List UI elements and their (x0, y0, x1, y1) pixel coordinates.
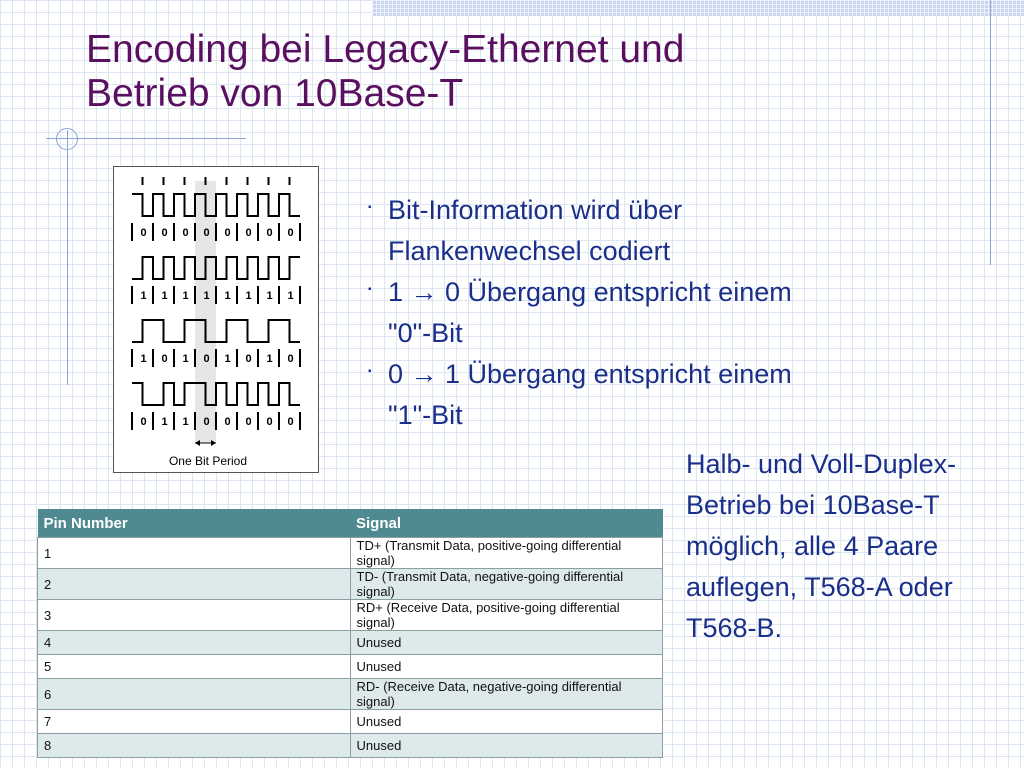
signal-cell: RD+ (Receive Data, positive-going differential signal) (350, 600, 663, 631)
column-header-pin: Pin Number (38, 509, 351, 538)
bit-label: 0 (182, 227, 189, 239)
bit-label: 0 (245, 416, 252, 428)
bit-label: 0 (140, 416, 147, 428)
bit-label: 1 (203, 290, 210, 302)
manchester-encoding-figure (113, 166, 319, 473)
bit-label: 0 (140, 227, 147, 239)
table-row (38, 734, 663, 758)
bullet-text: 1 → 0 Übergang entspricht einem "0"-Bit (388, 277, 792, 348)
bit-label: 0 (245, 353, 252, 365)
pin-cell: 2 (38, 569, 351, 600)
decorative-line-right (990, 0, 991, 265)
bit-label: 0 (266, 227, 273, 239)
bullet-text: Bit-Information wird über Flankenwechsel codiert (388, 195, 683, 266)
bit-label: 0 (245, 227, 252, 239)
bit-label: 0 (203, 227, 210, 239)
bit-label: 1 (161, 416, 168, 428)
bit-label: 1 (140, 353, 147, 365)
pin-table (37, 509, 663, 758)
pin-cell: 3 (38, 600, 351, 631)
table-row (38, 710, 663, 734)
signal-waveform (132, 383, 300, 405)
decorative-line-left (67, 130, 68, 385)
pin-cell: 1 (38, 538, 351, 569)
bit-label: 1 (182, 290, 189, 302)
bit-label: 1 (266, 290, 273, 302)
encoding-diagram (114, 167, 318, 472)
table-row (38, 655, 663, 679)
bit-label: 0 (266, 416, 273, 428)
bullet-marker: ▪ (368, 202, 372, 213)
slide-title-line-1: Encoding bei Legacy-Ethernet und (86, 28, 685, 71)
bullet-text: 0 → 1 Übergang entspricht einem "1"-Bit (388, 359, 792, 430)
signal-cell: Unused (350, 710, 663, 734)
duplex-note: Halb- und Voll-Duplex-Betrieb bei 10Base-T möglich, alle 4 Paare auflegen, T568-A oder T568-B. (686, 449, 957, 643)
pin-cell: 6 (38, 679, 351, 710)
signal-cell: Unused (350, 734, 663, 758)
table-row (38, 600, 663, 631)
figure-caption: One Bit Period (168, 454, 248, 468)
bit-label: 1 (224, 290, 231, 302)
bullet-marker: ▪ (368, 284, 372, 295)
table-row (38, 538, 663, 569)
bit-label: 1 (140, 290, 147, 302)
table-header-row (38, 509, 663, 538)
signal-waveform (132, 194, 300, 216)
bit-label: 0 (224, 227, 231, 239)
pin-cell: 4 (38, 631, 351, 655)
bit-label: 1 (266, 353, 273, 365)
signal-cell: Unused (350, 655, 663, 679)
bullet-item (368, 190, 828, 272)
bit-label: 0 (287, 353, 294, 365)
bit-label: 1 (245, 290, 252, 302)
signal-cell: TD+ (Transmit Data, positive-going differential signal) (350, 538, 663, 569)
bit-label: 0 (161, 353, 168, 365)
bullet-list (368, 190, 828, 436)
bit-label: 0 (203, 353, 210, 365)
table-row (38, 569, 663, 600)
bullet-item (368, 354, 828, 436)
pin-assignment-table (37, 509, 663, 758)
bit-label: 1 (161, 290, 168, 302)
bullet-marker: ▪ (368, 366, 372, 377)
slide-title (86, 28, 684, 116)
pin-cell: 7 (38, 710, 351, 734)
column-header-signal: Signal (350, 509, 663, 538)
signal-cell: Unused (350, 631, 663, 655)
bit-label: 1 (224, 353, 231, 365)
top-decorative-band (372, 0, 1024, 16)
bit-label: 0 (203, 416, 210, 428)
bit-label: 1 (182, 416, 189, 428)
signal-waveform (132, 257, 300, 279)
bit-label: 0 (161, 227, 168, 239)
bullet-item (368, 272, 828, 354)
table-row (38, 679, 663, 710)
table-row (38, 631, 663, 655)
pin-cell: 8 (38, 734, 351, 758)
signal-cell: TD- (Transmit Data, negative-going differential signal) (350, 569, 663, 600)
slide-title-line-2: Betrieb von 10Base-T (86, 72, 464, 115)
bit-label: 1 (182, 353, 189, 365)
signal-cell: RD- (Receive Data, negative-going differential signal) (350, 679, 663, 710)
bit-label: 0 (287, 227, 294, 239)
bit-label: 1 (287, 290, 294, 302)
bit-label: 0 (287, 416, 294, 428)
bit-label: 0 (224, 416, 231, 428)
pin-cell: 5 (38, 655, 351, 679)
decorative-circle (56, 128, 78, 150)
